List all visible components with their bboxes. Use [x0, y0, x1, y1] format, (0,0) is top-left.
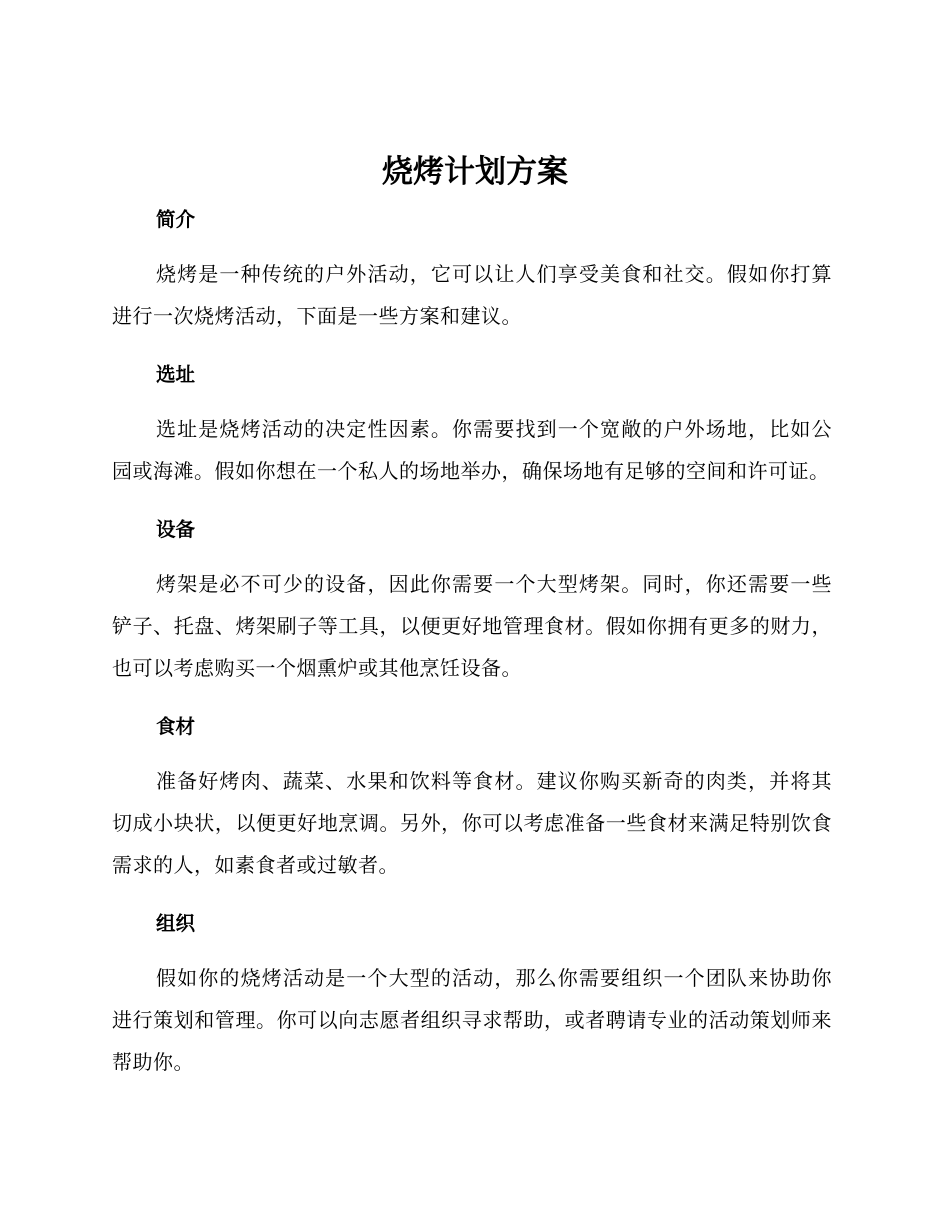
section-organization [112, 910, 832, 1083]
section-equipment [112, 516, 832, 689]
section-intro [112, 206, 832, 337]
document-content [112, 200, 832, 1107]
section-ingredients [112, 713, 832, 886]
section-paragraph: 烧烤是一种传统的户外活动，它可以让人们享受美食和社交。假如你打算进行一次烧烤活动，下面是一些方案和建议。 [112, 262, 832, 328]
section-location [112, 361, 832, 492]
section-paragraph: 选址是烧烤活动的决定性因素。你需要找到一个宽敞的户外场地，比如公园或海滩。假如你想在一个私人的场地举办，确保场地有足够的空间和许可证。 [112, 417, 832, 483]
section-paragraph: 准备好烤肉、蔬菜、水果和饮料等食材。建议你购买新奇的肉类，并将其切成小块状，以便更好地烹调。另外，你可以考虑准备一些食材来满足特别饮食需求的人，如素食者或过敏者。 [112, 769, 832, 877]
section-paragraph: 假如你的烧烤活动是一个大型的活动，那么你需要组织一个团队来协助你进行策划和管理。你可以向志愿者组织寻求帮助，或者聘请专业的活动策划师来帮助你。 [112, 966, 832, 1074]
section-heading: 选址 [156, 363, 196, 386]
section-heading: 食材 [156, 715, 196, 738]
section-heading: 组织 [156, 912, 196, 935]
section-heading: 设备 [156, 518, 196, 541]
section-paragraph: 烤架是必不可少的设备，因此你需要一个大型烤架。同时，你还需要一些铲子、托盘、烤架刷子等工具，以便更好地管理食材。假如你拥有更多的财力，也可以考虑购买一个烟熏炉或其他烹饪设备。 [112, 572, 832, 680]
document-title: 烧烤计划方案 [382, 154, 568, 190]
section-heading: 简介 [156, 208, 196, 231]
